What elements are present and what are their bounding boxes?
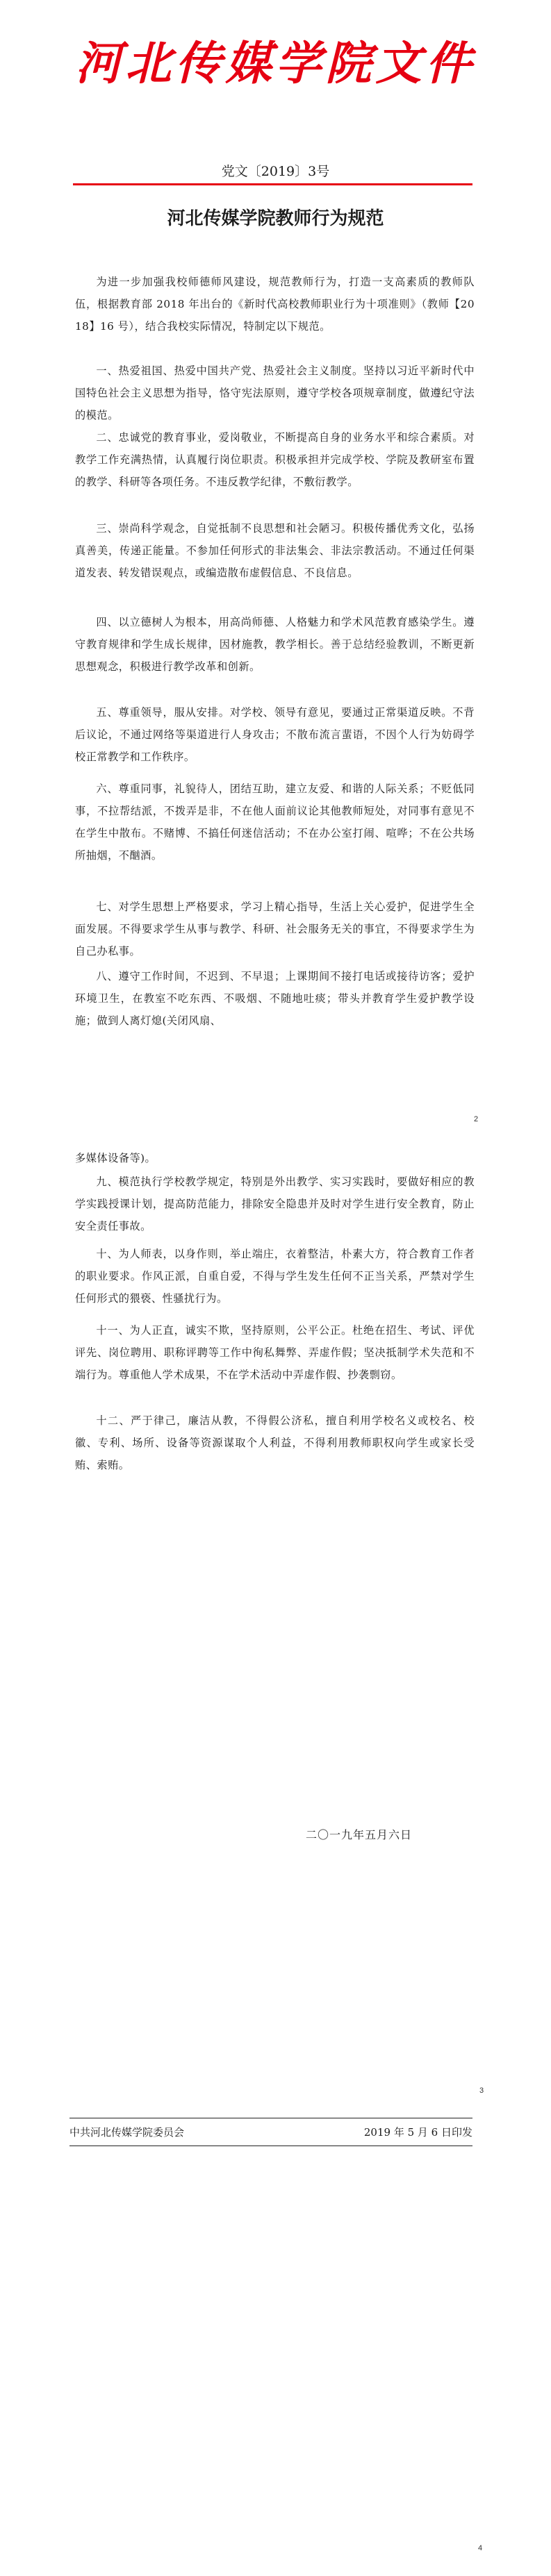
clause-11: 十一、为人正直，诚实不欺，坚持原则，公平公正。杜绝在招生、考试、评优评先、岗位聘用、职称评聘等工作中徇私舞弊、弄虚作假；坚决抵制学术失范和不端行为。尊重他人学术成果，不在学术活动中弄虚作假、抄袭剽窃。	[75, 1324, 475, 1381]
page-number: 4	[478, 2544, 483, 2552]
clause-1: 一、热爱祖国、热爱中国共产党、热爱社会主义制度。坚持以习近平新时代中国特色社会主义思想为指导，恪守宪法原则，遵守学校各项规章制度，做遵纪守法的模范。	[75, 365, 475, 421]
issuer-name: 中共河北传媒学院委员会	[69, 2126, 185, 2139]
document-title: 河北传媒学院教师行为规范	[167, 208, 384, 229]
signature-date: 二〇一九年五月六日	[306, 1828, 413, 1841]
page-number: 2	[474, 1115, 479, 1123]
clause-2: 二、忠诚党的教育事业，爱岗敬业，不断提高自身的业务水平和综合素质。对教学工作充满热情，认真履行岗位职责。积极承担并完成学校、学院及教研室布置的教学、科研等各项任务。不违反教学纪律，不敷衍教学。	[75, 431, 475, 488]
document-number: 党文〔2019〕3号	[221, 164, 330, 179]
clause-12: 十二、严于律己，廉洁从教，不得假公济私，擅自利用学校名义或校名、校徽、专利、场所、设备等资源谋取个人利益，不得利用教师职权向学生或家长受贿、索贿。	[75, 1414, 475, 1471]
clause-4: 四、以立德树人为根本，用高尚师德、人格魅力和学术风范教育感染学生。遵守教育规律和学生成长规律，因材施教，教学相长。善于总结经验教训，不断更新思想观念，积极进行教学改革和创新。	[75, 616, 475, 673]
clause-7: 七、对学生思想上严格要求，学习上精心指导，生活上关心爱护，促进学生全面发展。不得要求学生从事与教学、科研、社会服务无关的事宜，不得要求学生为自己办私事。	[75, 901, 475, 957]
clause-8: 八、遵守工作时间，不迟到、不早退；上课期间不接打电话或接待访客；爱护环境卫生，在教室不吃东西、不吸烟、不随地吐痰；带头并教育学生爱护教学设施；做到人离灯熄(关闭风扇、	[75, 970, 475, 1027]
clause-8-continued: 多媒体设备等)。	[75, 1152, 156, 1164]
clause-6: 六、尊重同事，礼貌待人，团结互助，建立友爱、和谐的人际关系；不贬低同事，不拉帮结派，不拨弄是非，不在他人面前议论其他教师短处，对同事有意见不在学生中散布。不赌博、不搞任何迷信活动；不在办公室打闹、喧哗；不在公共场所抽烟，不酗酒。	[75, 783, 475, 862]
clause-5: 五、尊重领导，服从安排。对学校、领导有意见，要通过正常渠道反映。不背后议论，不通过网络等渠道进行人身攻击；不散布流言蜚语，不因个人行为妨碍学校正常教学和工作秩序。	[75, 706, 475, 763]
clause-3: 三、崇尚科学观念，自觉抵制不良思想和社会陋习。积极传播优秀文化，弘扬真善美，传递正能量。不参加任何形式的非法集会、非法宗教活动。不通过任何渠道发表、转发错误观点，或编造散布虚假信息、不良信息。	[75, 522, 475, 579]
print-date: 2019 年 5 月 6 日印发	[363, 2126, 472, 2139]
page-number: 3	[479, 2086, 484, 2095]
clause-10: 十、为人师表，以身作则，举止端庄，衣着整洁，朴素大方，符合教育工作者的职业要求。作风正派，自重自爱，不得与学生发生任何不正当关系，严禁对学生任何形式的猥亵、性骚扰行为。	[75, 1248, 475, 1305]
clause-9: 九、模范执行学校教学规定，特别是外出教学、实习实践时，要做好相应的教学实践授课计划，提高防范能力，排除安全隐患并及时对学生进行安全教育，防止安全责任事故。	[75, 1176, 475, 1232]
document-header-title: 河北传媒学院文件	[75, 36, 476, 90]
red-divider-line	[73, 183, 472, 185]
intro-paragraph: 为进一步加强我校师德师风建设，规范教师行为，打造一支高素质的教师队伍，根据教育部 2018 年出台的《新时代高校教师职业行为十项准则》（教师【2018】16 号），结合我校实际情况，特制定以下规范。	[75, 276, 475, 333]
